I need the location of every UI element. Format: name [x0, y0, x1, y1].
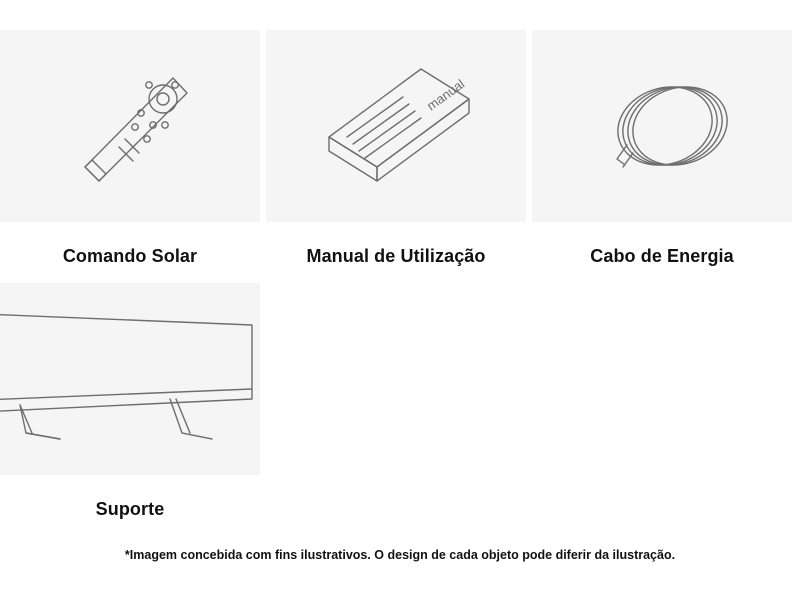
accessory-item-stand — [0, 283, 266, 530]
accessory-thumbnail — [0, 30, 260, 222]
tv-stand-icon — [0, 283, 260, 475]
accessory-caption: Suporte — [95, 499, 165, 519]
accessory-caption: Comando Solar — [62, 246, 198, 266]
accessories-grid — [0, 30, 800, 536]
power-cable-coil-icon — [547, 41, 777, 211]
accessory-thumbnail — [266, 30, 526, 222]
manual-booklet-icon — [281, 41, 511, 211]
accessory-thumbnail — [0, 283, 260, 475]
remote-control-icon — [15, 41, 245, 211]
accessory-caption: Cabo de Energia — [590, 246, 734, 266]
accessory-item-manual — [266, 30, 532, 277]
accessory-caption: Manual de Utilização — [306, 246, 486, 266]
accessory-item-power-cable — [532, 30, 798, 277]
accessory-item-remote — [0, 30, 266, 277]
manual-cover-text: manual — [423, 76, 468, 114]
accessory-thumbnail — [532, 30, 792, 222]
illustration-disclaimer: *Imagem concebida com fins ilustrativos. O design de cada objeto pode diferir da ilustração. — [124, 548, 676, 562]
